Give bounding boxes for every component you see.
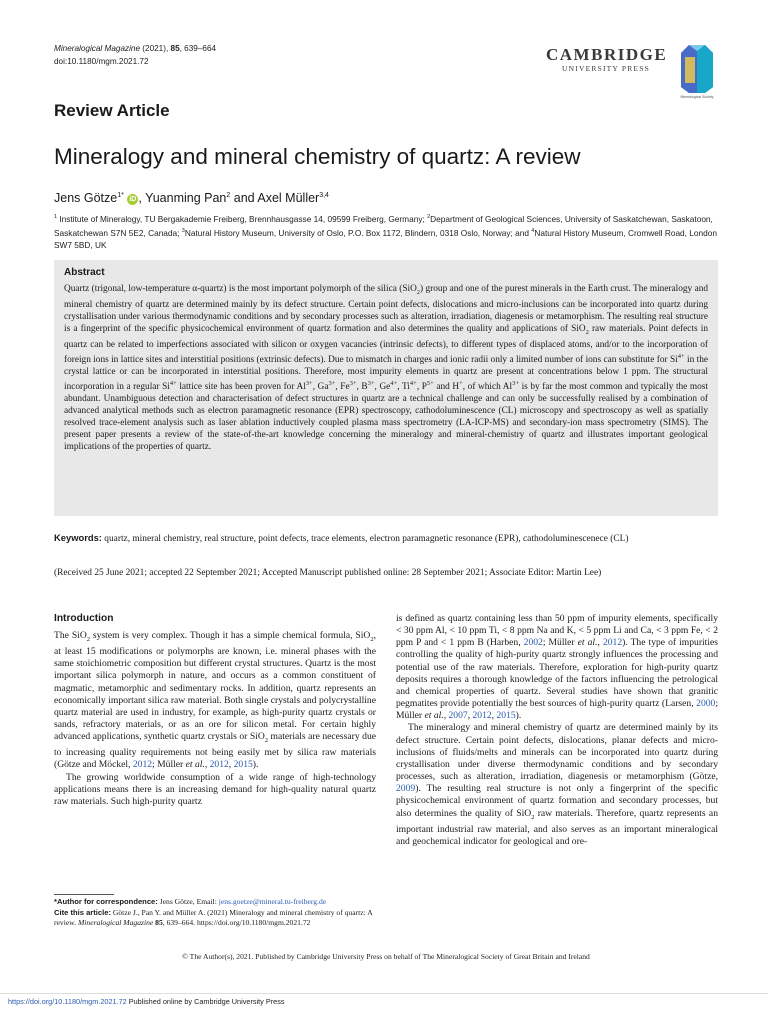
publisher-logo[interactable]: [546, 47, 666, 74]
affiliations: $^1$ Institute of Mineralogy, TU Bergakademie Freiberg, Brennhausgasse 14, 09599 Freiberg, Germany; $^2$Department of Geological Sciences, University of Saskatchewan, Saskatoon, Saskatchewan S7N 5E2, Canada; $^3$Natural History Museum, University of Oslo, P.O. Box 1172, Blindern, 0318 Oslo, Norway; and $^4$Natural History Museum, Cromwell Road, London SW7 5BD, UK: [54, 213, 717, 250]
ref-link[interactable]: 2015: [233, 759, 253, 771]
section-heading-introduction: Introduction: [54, 613, 114, 624]
abstract-text: Quartz (trigonal, low-temperature α-quartz) is the most important polymorph of the silica (SiO$_2$) group and one of the purest minerals in the Earth crust. The mineralogy and mineral chemistry of quartz are determined mainly by its defect structure. Certain point defects, dislocations and micro-inclusions can be incorporated into quartz during crystallisation under various thermodynamic conditions and by secondary processes such as alteration, irradiation, diagenesis or metamorphism. The resulting real structure is a fingerprint of the specific physicochemical environment of quartz formation and also determines the quality and applications of SiO$_2$ raw materials. Point defects in quartz can be related to imperfections associated with silicon or oxygen vacancies (intrinsic defects), to different types of displaced atoms, and/or to the incorporation of foreign ions in lattice sites and interstitial positions (extrinsic defects). Due to mismatch in charges and ionic radii only a limited number of ions can substitute for $Si^{4+}$ in the crystal lattice or can be incorporated in interstitial positions. Therefore, most impurity elements in quartz are present at concentrations below 1 ppm. The structural incorporation in a regular $Si^{4+}$ lattice site has been proven for $Al^{3+}$, $Ga^{3+}$, $Fe^{3+}$, $B^{3+}$, $Ge^{4+}$, $Ti^{4+}$, $P^{5+}$ and H+, of which $Al^{3+}$ is by far the most common and typically the most abundant. Unambiguous detection and characterisation of defect structures in quartz are a technical challenge and can only be successfully realised by a combination of advanced analytical methods such as electron paramagnetic resonance (EPR) spectroscopy, cathodoluminescence (CL) microscopy and spectroscopy as well as spatially resolved trace-element analysis such as laser ablation inductively coupled plasma mass spectrometry (LA-ICP-MS) and secondary-ion mass spectrometry (SIMS). The present paper presents a review of the state-of-the-art knowledge concerning the mineralogy and mineral-chemistry of quartz and illustrates important geological implications of the properties of quartz.: [64, 284, 708, 453]
orcid-icon[interactable]: iD: [129, 196, 137, 203]
journal-info: Mineralogical Magazine (2021), 85, 639–664 doi:10.1180/mgm.2021.72: [54, 43, 216, 68]
author-list: Jens Götze$^{1*}$ iD , Yuanming Pan$^2$ and Axel Müller$^{3,4}$: [54, 191, 329, 205]
author-3[interactable]: and Axel Müller: [230, 191, 320, 205]
journal-doi[interactable]: doi:10.1180/mgm.2021.72: [54, 56, 149, 66]
publisher-name: CAMBRIDGE: [546, 45, 668, 64]
correspondence-note: *Author for correspondence: Jens Götze, Email: jens.goetze@mineral.tu-freiberg.de Cite this article: Götze J., Pan Y. and Müller A. (2021) Mineralogy and mineral chemistry of quartz: A review. Mineralogical Magazine 85, 639–664. https://doi.org/10.1180/mgm.2021.72: [54, 897, 373, 928]
article-title: Mineralogy and mineral chemistry of quartz: A review: [54, 144, 581, 169]
ref-link[interactable]: 2012: [209, 759, 229, 771]
footer: https://doi.org/10.1180/mgm.2021.72 Published online by Cambridge University Press: [8, 997, 285, 1006]
ref-link[interactable]: 2002: [523, 637, 543, 649]
publisher-subtitle: UNIVERSITY PRESS: [562, 64, 650, 73]
journal-name: Mineralogical Magazine: [54, 44, 141, 53]
keywords: [54, 532, 718, 546]
abstract-heading: Abstract: [64, 267, 105, 278]
right-paragraph-1: is defined as quartz containing less than 50 ppm of impurity elements, specifically < 30 ppm Al, < 10 ppm Ti, < 8 ppm Na and K, < 5 ppm Li and Ca, < 3 ppm Fe, < 2 ppm P and < 1 ppm B (Harben, 2002; Müller et al., 2012). The type of impurities controlling the quality of high-purity quartz strongly influences the processing and potential use of the raw materials. Therefore, exploration for high-purity quartz deposits requires a thorough knowledge of the factors influencing the petrological and chemical properties of quartz. Several studies have shown that granitic pegmatites provide potentially the best sources of high-purity quartz (Larsen, 2000; Müller et al., 2007, 2012, 2015).: [396, 613, 719, 722]
ref-link[interactable]: 2012: [132, 759, 153, 771]
copyright-notice: © The Author(s), 2021. Published by Cambridge University Press on behalf of The Mineralogical Society of Great Britain and Ireland: [182, 952, 590, 961]
ref-link[interactable]: 2000: [696, 698, 716, 710]
keywords-label: Keywords:: [54, 532, 102, 543]
ref-link[interactable]: 2012: [602, 637, 623, 649]
quartz-crystal-icon: [675, 43, 719, 95]
keywords-text: quartz, mineral chemistry, real structure, point defects, trace elements, electron paramagnetic resonance (EPR), cathodoluminescenece (CL): [101, 534, 629, 544]
abstract-box: [54, 260, 718, 516]
intro-paragraph-1: The SiO$_2$ system is very complex. Though it has a simple chemical formula, SiO$_2$, at least 15 modifications or polymorphs are known, i.e. mineral phases with the same stoichiometric composition but different crystal structures. Quartz is the most important silica polymorph in nature, and occurs as a common constituent of magmatic, metamorphic and sedimentary rocks. In addition, quartz represents an economically important silica raw material. Both single crystals and polycrystalline quartz material are used in industry, for example, as high-purity quartz crystals or sands, refractory materials, or as an ore for silicon metal. For certain highly advanced applications, synthetic quartz crystals or SiO$_2$ materials are necessary due to increasing quality requirements not being easily met by silica raw materials (Götze and Möckel, 2012; Müller et al., 2012, 2015).: [54, 630, 376, 771]
author-2[interactable]: , Yuanming Pan: [138, 191, 227, 205]
footnote-divider: [54, 894, 114, 895]
ref-link[interactable]: 2015: [496, 710, 516, 722]
society-caption: Mineralogical Society: [680, 95, 714, 99]
right-paragraph-2: The mineralogy and mineral chemistry of quartz are determined mainly by its defect structure. Certain point defects, dislocations, planar defects and micro-inclusions of fluids/melts and minerals can be incorporated into quartz during crystallisation under diverse thermodynamic conditions and by secondary processes, such as alteration, irradiation, diagenesis or metamorphism (Götze, 2009). The resulting real structure is not only a fingerprint of the specific physicochemical environment of quartz formation and secondary processes, but also determines the quality of SiO$_2$ raw materials. Therefore, quartz represents an important industrial raw material, and also serves as an important mineralogical and geochemical indicator for geological and ore-: [396, 722, 718, 847]
citation-doi-link[interactable]: , 639–664. https://doi.org/10.1180/mgm.2021.72: [162, 918, 311, 928]
ref-link[interactable]: 2009: [396, 783, 416, 795]
column-right: [396, 613, 718, 848]
footer-divider: [0, 993, 768, 994]
article-type: Review Article: [54, 101, 170, 120]
received-dates: (Received 25 June 2021; accepted 22 September 2021; Accepted Manuscript published online: 28 September 2021; Associate Editor: Martin Lee): [54, 568, 602, 578]
intro-paragraph-2: The growing worldwide consumption of a wide range of high-technology applications means there is an increasing demand for high-quality natural quartz raw materials. Such high-purity quartz: [54, 771, 376, 807]
ref-link[interactable]: 2012: [472, 710, 492, 722]
journal-volume: 85: [170, 44, 180, 53]
ref-link[interactable]: 2007: [448, 710, 468, 722]
email-link[interactable]: jens.goetze@mineral.tu-freiberg.de: [218, 897, 327, 906]
column-left: [54, 613, 376, 808]
crystal-logo-icon[interactable]: [675, 43, 719, 103]
footer-doi-link[interactable]: https://doi.org/10.1180/mgm.2021.72: [8, 997, 127, 1006]
author-1[interactable]: Jens Götze: [54, 191, 118, 205]
